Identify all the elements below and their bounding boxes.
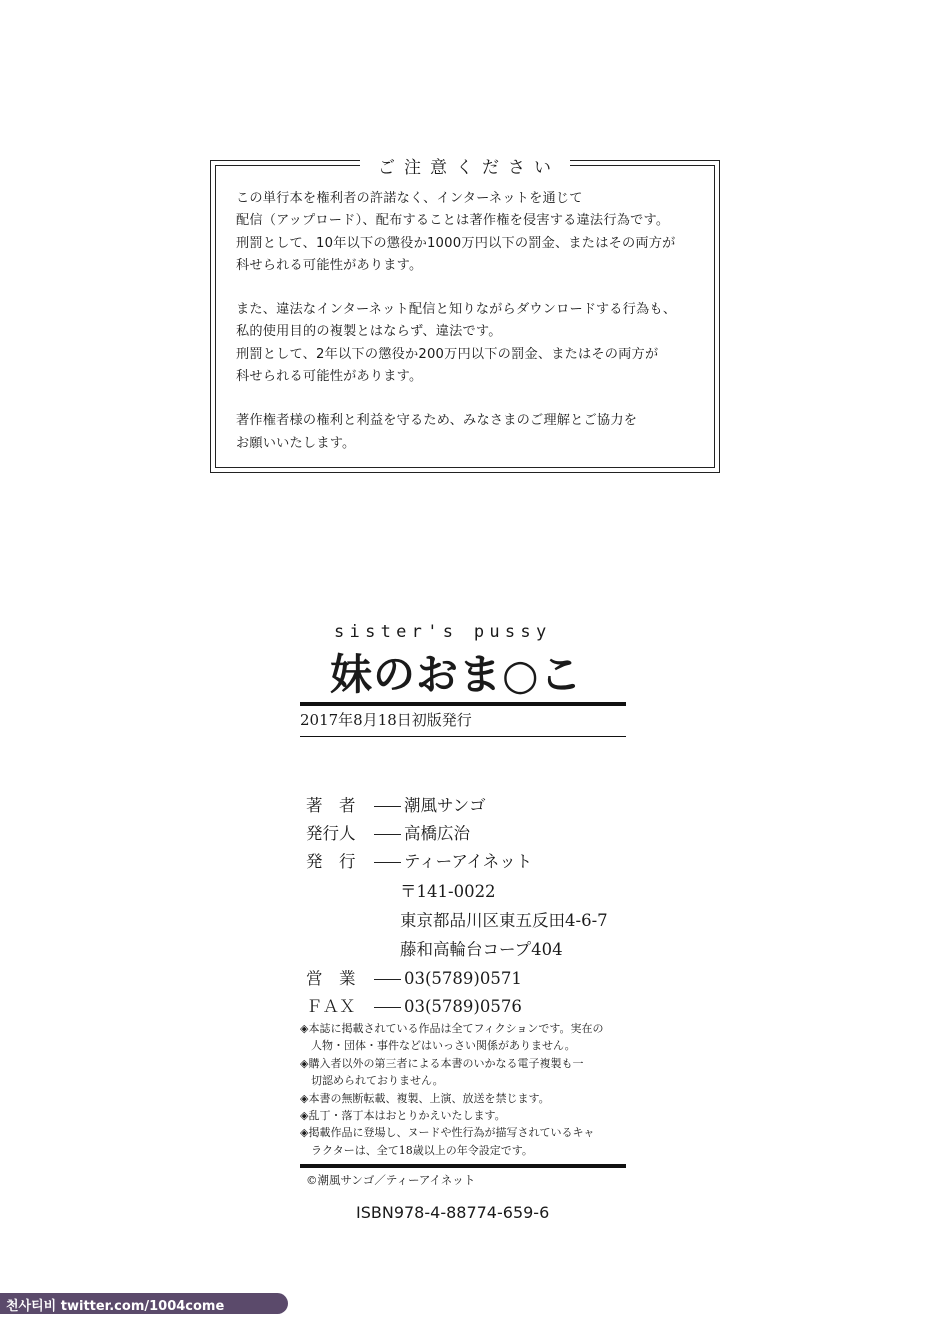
notice-line: この単行本を権利者の許諾なく、インターネットを通じて — [236, 191, 583, 206]
date-rule — [300, 736, 626, 737]
fax-label: ＦＡＸ — [306, 997, 356, 1016]
watermark-banner — [0, 1293, 288, 1314]
publication-date: 2017年8月18日初版発行 — [300, 711, 472, 729]
notice-paragraph-3 — [236, 410, 700, 455]
notice-inner-frame — [215, 158, 715, 468]
author-row — [306, 792, 486, 816]
note-line: ◈掲載作品に登場し、ヌードや性行為が描写されているキャ — [300, 1126, 595, 1140]
leader-line — [374, 1007, 401, 1008]
notice-paragraph-1 — [236, 188, 700, 277]
legal-notes — [300, 1020, 630, 1159]
notice-line: 科せられる可能性があります。 — [236, 257, 423, 273]
notice-line: 刑罰として、10年以下の懲役か1000万円以下の罰金、またはその両方が — [236, 235, 676, 251]
publisher-label: 発 行 — [306, 852, 356, 871]
note-line: ◈購入者以外の第三者による本書のいかなる電子複製も一 — [300, 1056, 584, 1070]
sales-row — [306, 965, 522, 989]
notice-line: 科せられる可能性があります。 — [236, 369, 423, 385]
sales-phone: 03(5789)0571 — [404, 969, 522, 988]
note-line: ラクターは、全て18歳以上の年令設定です。 — [300, 1143, 533, 1157]
address-postal: 〒141-0022 — [400, 882, 496, 901]
notice-title: ご注意ください — [216, 153, 714, 178]
notice-paragraph-2 — [236, 299, 700, 388]
note-line: ◈本書の無断転載、複製、上演、放送を禁じます。 — [300, 1091, 550, 1105]
note-line: ◈本誌に掲載されている作品は全てフィクションです。実在の — [300, 1022, 604, 1035]
address-street: 東京都品川区東五反田4-6-7 — [400, 911, 608, 930]
book-title: 妹のおま○こ — [330, 650, 583, 699]
notes-rule — [300, 1164, 626, 1168]
publisher-row — [306, 848, 532, 872]
note-line: 人物・団体・事件などはいっさい関係がありません。 — [300, 1039, 576, 1053]
fax-row — [306, 993, 522, 1017]
author-name: 潮風サンゴ — [404, 796, 486, 815]
notice-line: また、違法なインターネット配信と知りながらダウンロードする行為も、 — [236, 302, 677, 318]
leader-line — [374, 862, 401, 863]
notice-body — [236, 188, 700, 477]
title-rule — [300, 702, 626, 706]
note-line: ◈乱丁・落丁本はおとりかえいたします。 — [300, 1109, 506, 1123]
leader-line — [374, 806, 401, 807]
note-line: 切認められておりません。 — [300, 1074, 444, 1088]
publisher-name: ティーアイネット — [404, 852, 533, 871]
notice-line: お願いいたします。 — [236, 435, 356, 451]
isbn: ISBN978-4-88774-659-6 — [356, 1203, 550, 1222]
notice-line: 配信（アップロード）、配布することは著作権を侵害する違法行為です。 — [236, 213, 670, 229]
leader-line — [374, 979, 401, 980]
publisher-person-row — [306, 820, 470, 844]
address-building: 藤和高輪台コープ404 — [400, 940, 563, 959]
notice-line: 刑罰として、2年以下の懲役か200万円以下の罰金、またはその両方が — [236, 346, 659, 362]
watermark-text: 천사티비 twitter.com/1004come — [6, 1299, 225, 1314]
sales-label: 営 業 — [306, 969, 356, 988]
copyright: ©潮風サンゴ／ティーアイネット — [306, 1173, 476, 1187]
leader-line — [374, 834, 401, 835]
notice-line: 私的使用目的の複製とはならず、違法です。 — [236, 324, 502, 340]
fax-number: 03(5789)0576 — [404, 997, 522, 1016]
book-subtitle: sister's pussy — [334, 622, 552, 642]
publisher-person-name: 高橋広治 — [404, 824, 470, 843]
notice-box — [210, 160, 720, 473]
publisher-person-label: 発行人 — [306, 824, 356, 843]
notice-line: 著作権者様の権利と利益を守るため、みなさまのご理解とご協力を — [236, 413, 638, 429]
author-label: 著 者 — [306, 796, 356, 815]
